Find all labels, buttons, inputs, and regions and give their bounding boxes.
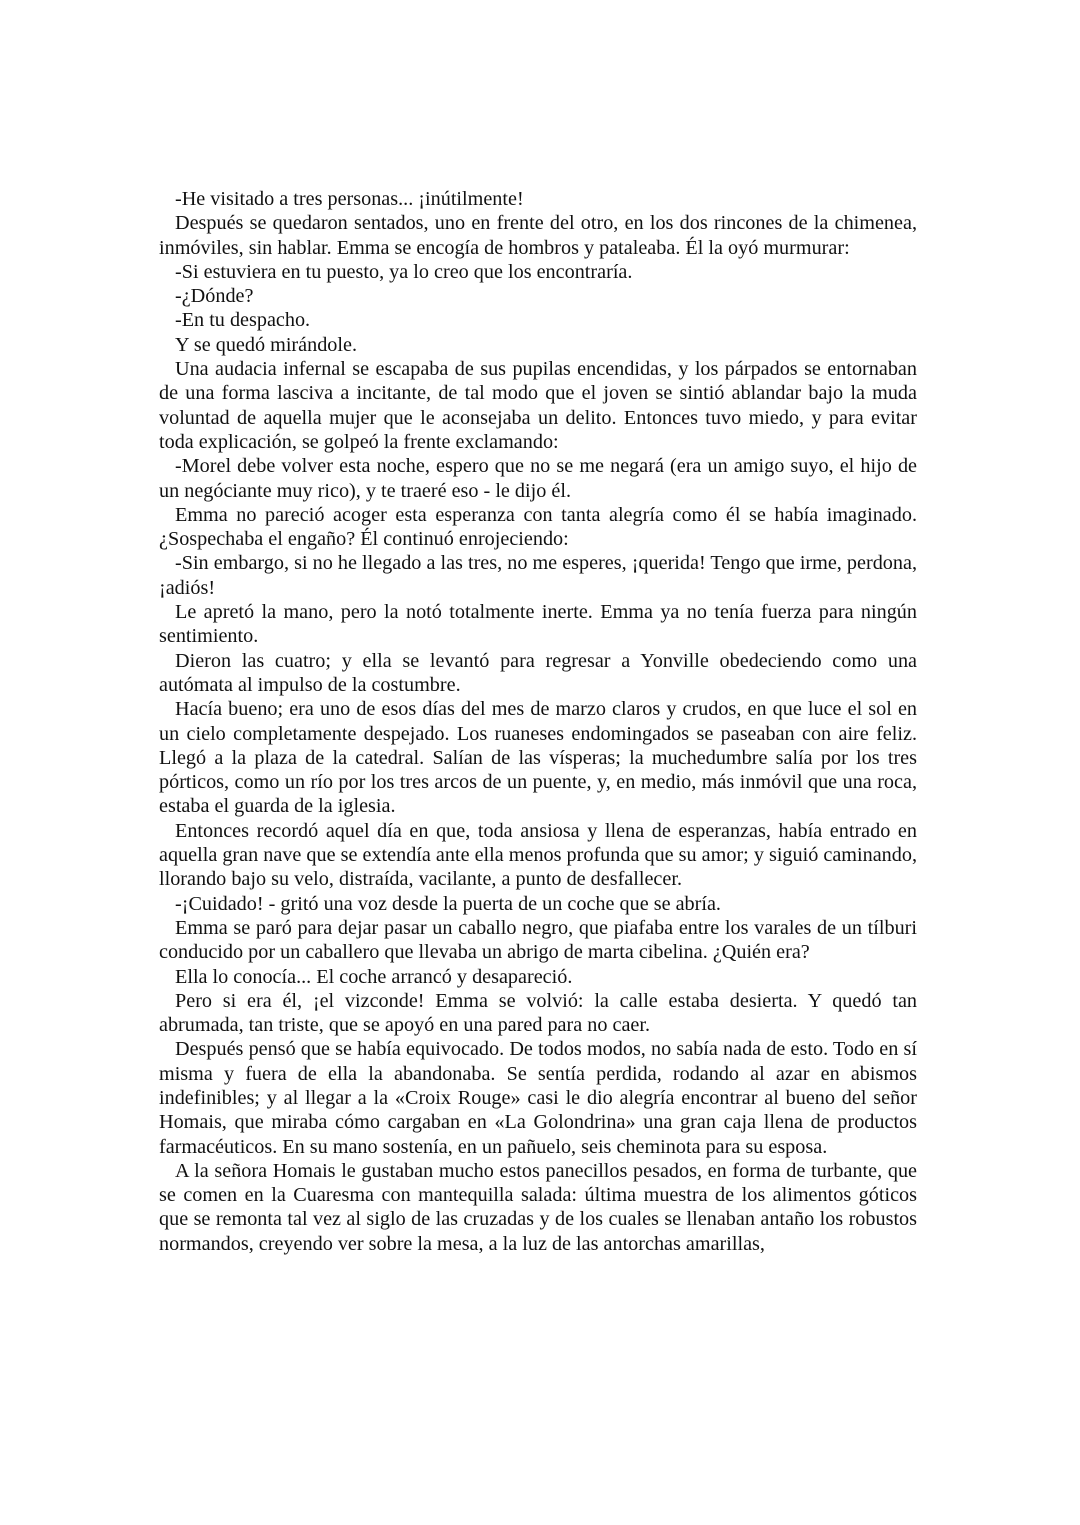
- paragraph: -Sin embargo, si no he llegado a las tres, no me esperes, ¡querida! Tengo que irme, perdona, ¡adiós!: [159, 552, 917, 599]
- paragraph: Pero si era él, ¡el vizconde! Emma se volvió: la calle estaba desierta. Y quedó tan abrumada, tan triste, que se apoyó en una pared para no caer.: [159, 989, 917, 1037]
- paragraph: -¿Dónde?: [175, 285, 254, 308]
- paragraph: Le apretó la mano, pero la notó totalmente inerte. Emma ya no tenía fuerza para ningún sentimiento.: [159, 601, 917, 648]
- paragraph: Y se quedó mirándole.: [175, 333, 358, 356]
- paragraph: -Morel debe volver esta noche, espero que no se me negará (era un amigo suyo, el hijo de un negóciante muy rico), y te traeré eso - le dijo él.: [159, 455, 917, 502]
- paragraph: -Si estuviera en tu puesto, ya lo creo que los encontraría.: [175, 260, 633, 283]
- paragraph: Emma se paró para dejar pasar un caballo negro, que piafaba entre los varales de un tílburi conducido por un caballero que llevaba un abrigo de marta cibelina. ¿Quién era?: [159, 916, 917, 964]
- paragraph: Emma no pareció acoger esta esperanza con tanta alegría como él se había imaginado. ¿Sospechaba el engaño? Él continuó enrojeciendo:: [159, 503, 917, 551]
- paragraph: Una audacia infernal se escapaba de sus pupilas encendidas, y los párpados se entornaban de una forma lasciva a incitante, de tal modo que el joven se sintió ablandar bajo la muda voluntad de aquella mujer que le aconsejaba un delito. Entonces tuvo miedo, y para evitar toda explicación, se golpeó la frente exclamando:: [159, 358, 917, 453]
- paragraph: Entonces recordó aquel día en que, toda ansiosa y llena de esperanzas, había entrado en aquella gran nave que se extendía ante ella menos profunda que su amor; y siguió caminando, llorando bajo su velo, distraída, vacilante, a punto de desfallecer.: [159, 819, 917, 891]
- paragraph: Después se quedaron sentados, uno en frente del otro, en los dos rincones de la chimenea, inmóviles, sin hablar. Emma se encogía de hombros y pataleaba. Él la oyó murmurar:: [159, 212, 917, 259]
- paragraph: Después pensó que se había equivocado. De todos modos, no sabía nada de esto. Todo en sí misma y fuera de ella la abandonaba. Se sentía perdida, rodando al azar en abismos indefinibles; y al llegar a la «Croix Rouge» casi le dio alegría encontrar al bueno del señor Homais, que miraba cómo cargaban en «La Golondrina» una gran caja llena de productos farmacéuticos. En su mano sostenía, en un pañuelo, seis cheminota para su esposa.: [159, 1038, 917, 1158]
- paragraph: -¡Cuidado! - gritó una voz desde la puerta de un coche que se abría.: [175, 892, 721, 915]
- paragraph: -He visitado a tres personas... ¡inútilmente!: [175, 188, 524, 210]
- paragraph: A la señora Homais le gustaban mucho estos panecillos pesados, en forma de turbante, que se comen en la Cuaresma con mantequilla salada: última muestra de los alimentos góticos que se remonta tal vez al siglo de las cruzadas y de los cuales se llenaban antaño los robustos normandos, creyendo ver sobre la mesa, a la luz de las antorchas amarillas,: [159, 1159, 917, 1255]
- document-page: [159, 187, 917, 1256]
- paragraph: -En tu despacho.: [175, 309, 311, 332]
- paragraph: Dieron las cuatro; y ella se levantó para regresar a Yonville obedeciendo como una autómata al impulso de la costumbre.: [159, 649, 917, 696]
- paragraph: Ella lo conocía... El coche arrancó y desapareció.: [175, 965, 573, 988]
- paragraph: Hacía bueno; era uno de esos días del mes de marzo claros y crudos, en que luce el sol en un cielo completamente despejado. Los ruaneses endomingados se paseaban con aire feliz. Llegó a la plaza de la catedral. Salían de las vísperas; la muchedumbre salía por los tres pórticos, como un río por los tres arcos de un puente, y, en medio, más inmóvil que una roca, estaba el guarda de la iglesia.: [159, 698, 917, 818]
